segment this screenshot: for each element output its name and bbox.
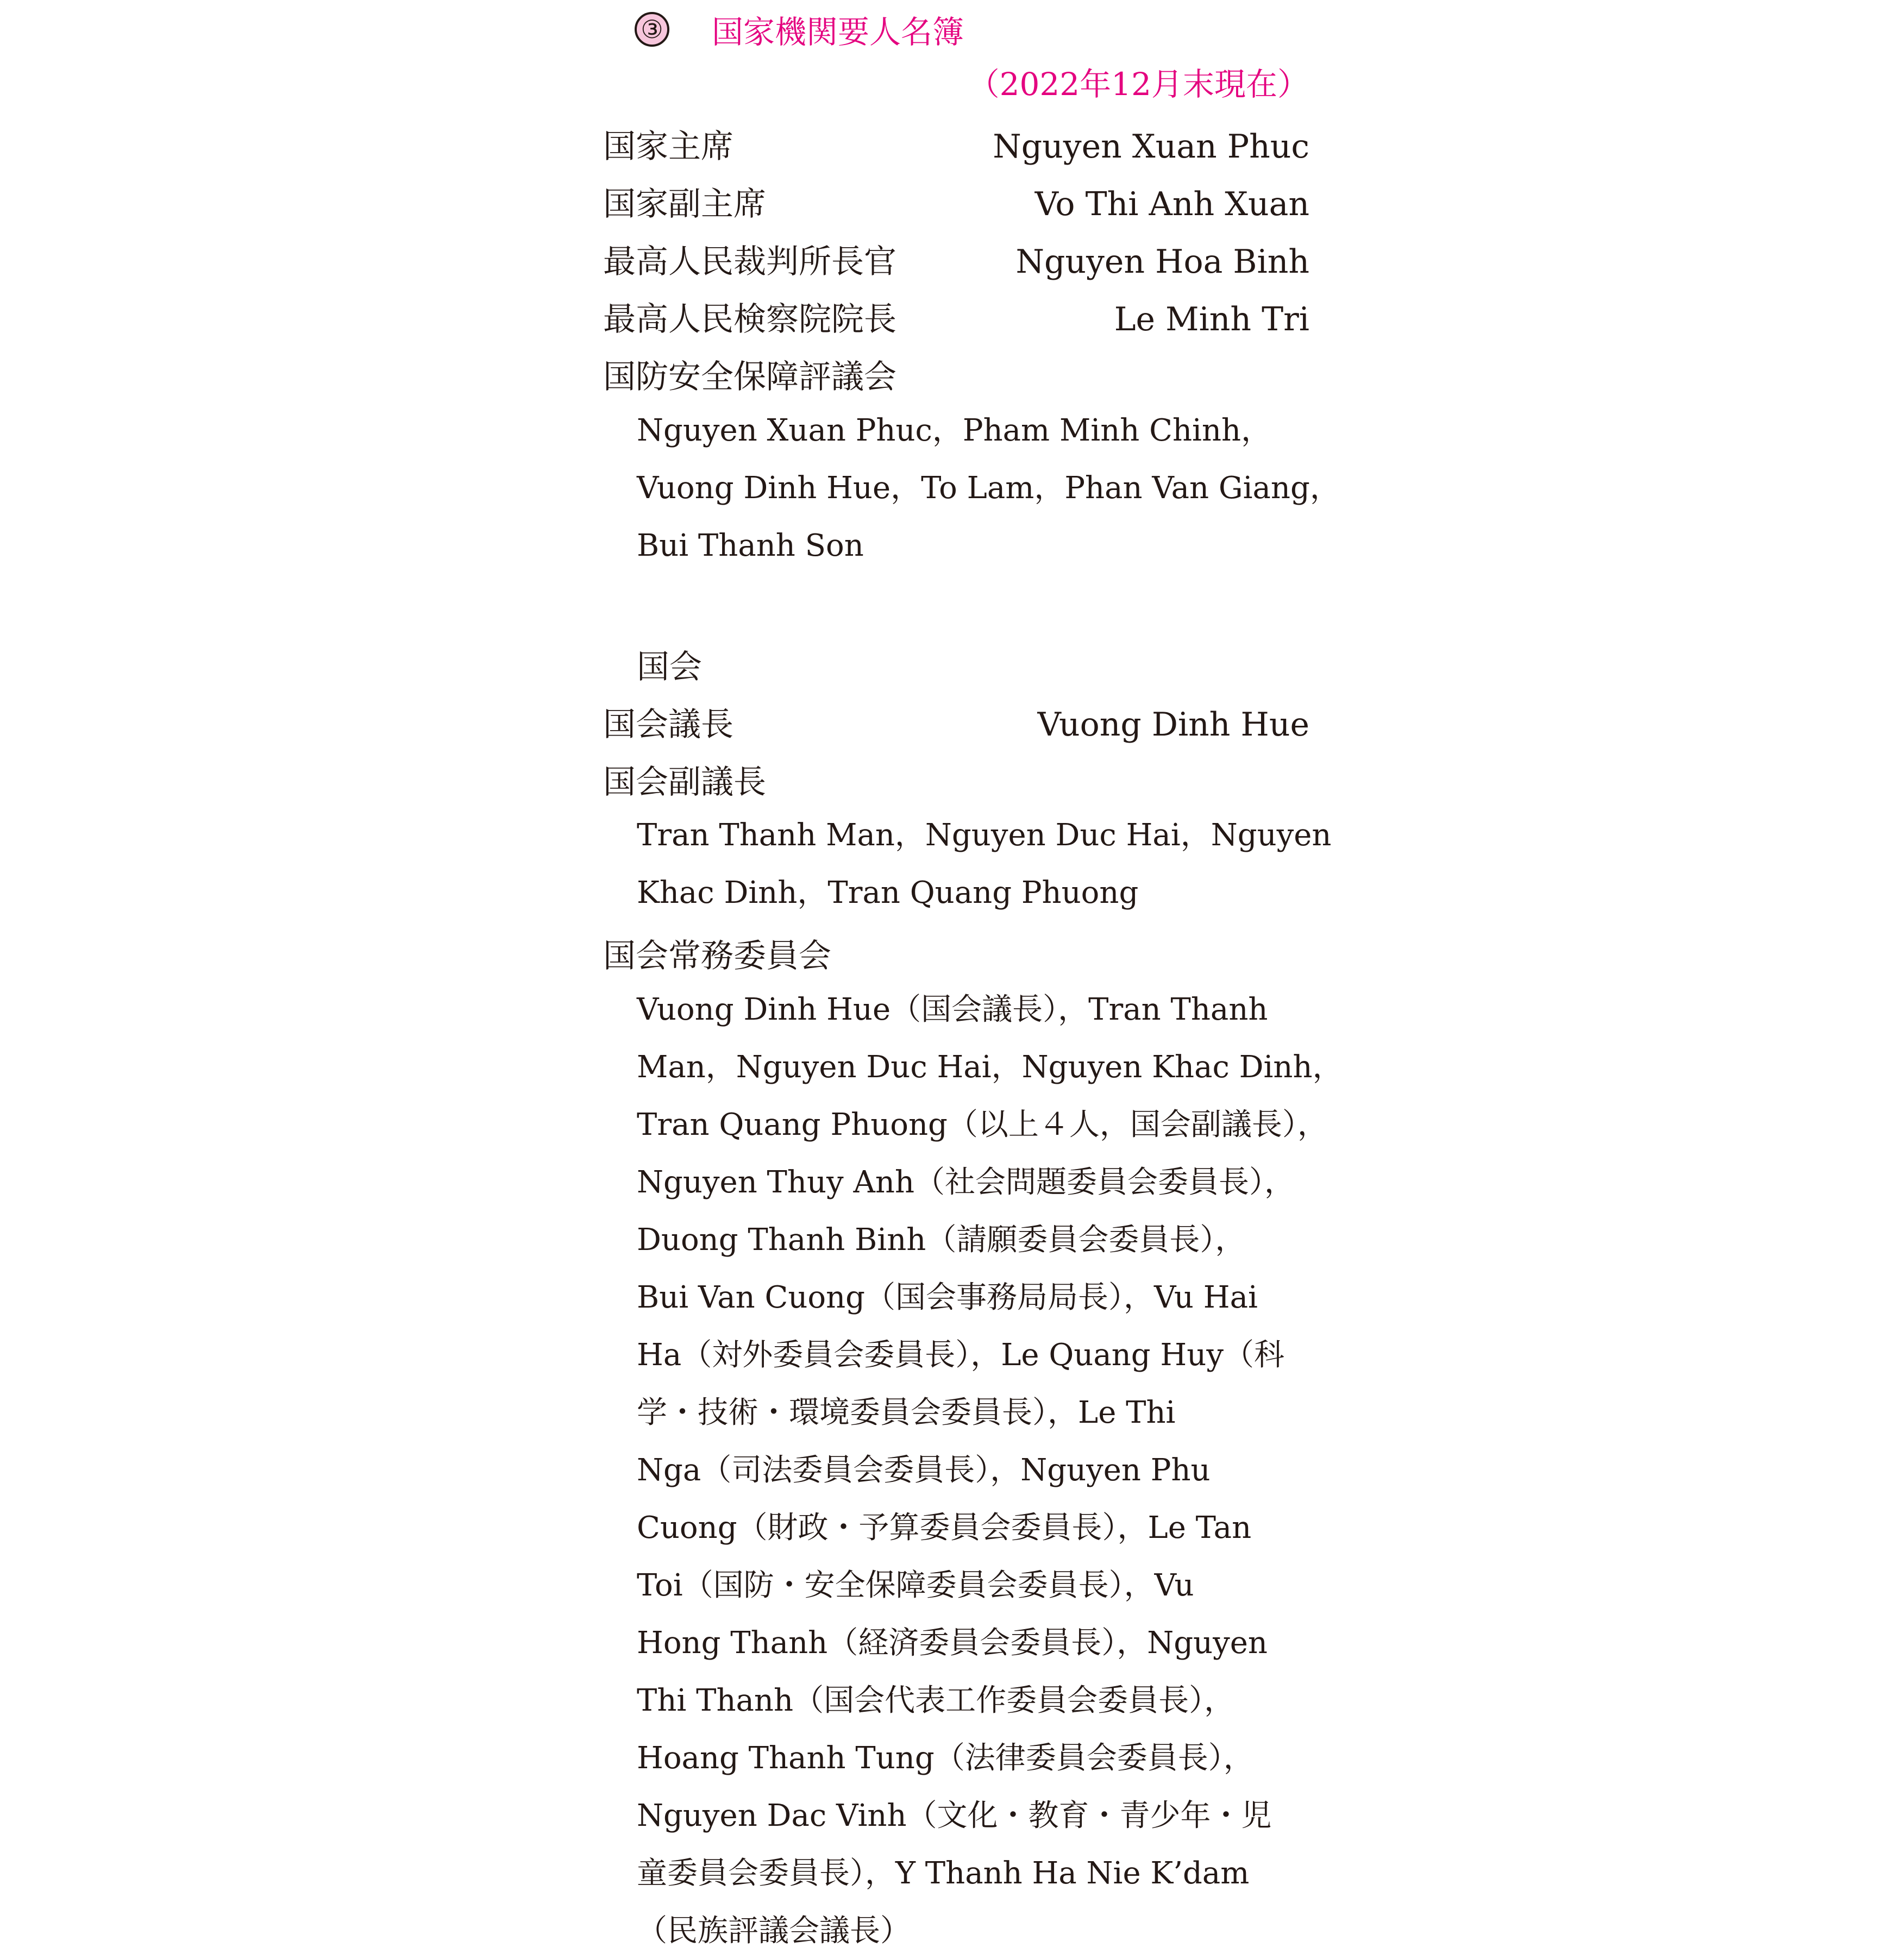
official-role: 国家主席 xyxy=(603,128,733,166)
member-line: 学・技術・環境委員会委員長），Le Thi xyxy=(637,1395,1176,1430)
member-line: Vuong Dinh Hue，To Lam，Phan Van Giang， xyxy=(637,470,1340,506)
official-name: Nguyen Hoa Binh xyxy=(1015,243,1309,281)
member-line: Ha（対外委員会委員長），Le Quang Huy（科 xyxy=(637,1337,1284,1373)
official-name: Vo Thi Anh Xuan xyxy=(1034,185,1309,223)
member-line: Nguyen Dac Vinh（文化・教育・青少年・児 xyxy=(637,1798,1272,1833)
member-line: Vuong Dinh Hue（国会議長），Tran Thanh xyxy=(637,992,1268,1027)
official-row xyxy=(603,699,1309,745)
vice-chairs-members xyxy=(637,807,1332,922)
official-row xyxy=(603,121,1309,167)
member-line: Nguyen Thuy Anh（社会問題委員会委員長）， xyxy=(637,1165,1295,1200)
member-line: Cuong（財政・予算委員会委員長），Le Tan xyxy=(637,1510,1252,1546)
official-role: 最高人民裁判所長官 xyxy=(603,243,896,281)
official-name: Nguyen Xuan Phuc xyxy=(993,128,1309,166)
standing-committee-members xyxy=(637,981,1343,1960)
member-line: 童委員会委員長），Y Thanh Ha Nie K’dam xyxy=(637,1856,1250,1891)
member-line: Tran Thanh Man，Nguyen Duc Hai，Nguyen xyxy=(637,818,1332,853)
official-name: Vuong Dinh Hue xyxy=(1037,706,1309,744)
national-assembly-heading: 国会 xyxy=(637,648,702,686)
official-row xyxy=(603,293,1309,340)
as-of-date: （2022年12月末現在） xyxy=(968,66,1309,103)
member-line: Hong Thanh（経済委員会委員長），Nguyen xyxy=(637,1625,1268,1661)
member-line: Nguyen Xuan Phuc，Pham Minh Chinh， xyxy=(637,413,1272,448)
defense-council-members xyxy=(637,402,1340,575)
official-role: 国家副主席 xyxy=(603,185,766,223)
section-heading xyxy=(635,3,964,55)
defense-council-label: 国防安全保障評議会 xyxy=(603,358,896,396)
official-role: 国会議長 xyxy=(603,706,733,744)
member-line: Duong Thanh Binh（請願委員会委員長）， xyxy=(637,1222,1246,1258)
member-line: （民族評議会議長） xyxy=(637,1913,911,1949)
section-number: ③ xyxy=(635,12,669,47)
vice-chairs-label: 国会副議長 xyxy=(603,763,766,801)
member-line: Thi Thanh（国会代表工作委員会委員長）， xyxy=(637,1683,1235,1718)
standing-committee-label: 国会常務委員会 xyxy=(603,937,831,975)
official-name: Le Minh Tri xyxy=(1114,300,1309,338)
section-title: 国家機関要人名簿 xyxy=(712,14,964,51)
member-line: Khac Dinh，Tran Quang Phuong xyxy=(637,875,1139,910)
member-line: Hoang Thanh Tung（法律委員会委員長）， xyxy=(637,1741,1254,1776)
member-line: Bui Thanh Son xyxy=(637,528,864,563)
member-line: Toi（国防・安全保障委員会委員長），Vu xyxy=(637,1568,1194,1603)
member-line: Man，Nguyen Duc Hai，Nguyen Khac Dinh， xyxy=(637,1050,1343,1085)
official-row xyxy=(603,236,1309,282)
member-line: Tran Quang Phuong（以上４人，国会副議長）， xyxy=(637,1107,1328,1142)
official-row xyxy=(603,178,1309,225)
member-line: Bui Van Cuong（国会事務局局長），Vu Hai xyxy=(637,1280,1258,1315)
member-line: Nga（司法委員会委員長），Nguyen Phu xyxy=(637,1453,1211,1488)
official-role: 最高人民検察院院長 xyxy=(603,300,896,338)
